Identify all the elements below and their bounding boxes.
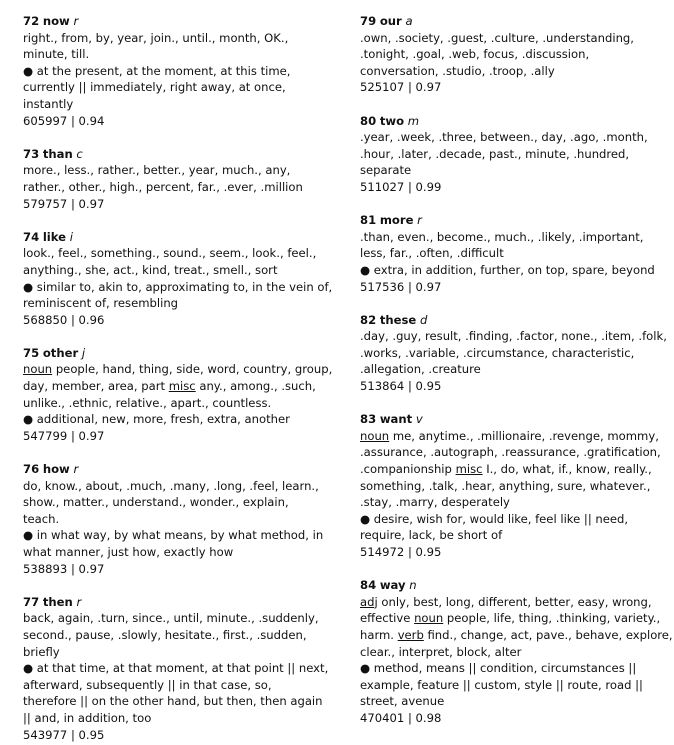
rank: 72 bbox=[23, 14, 40, 28]
collocates-text: .companionship bbox=[360, 462, 456, 477]
entry-header bbox=[23, 146, 343, 163]
headword: more bbox=[379, 213, 414, 228]
collocates-line: .hour, .later, .decade, past., minute, .hundred, bbox=[360, 146, 630, 161]
collocates-line bbox=[360, 594, 674, 611]
collocates-text: find., change, act, pave., behave, explore, bbox=[423, 627, 673, 642]
rank: 76 bbox=[23, 462, 40, 477]
synonyms-line: require, lack, be short of bbox=[360, 528, 503, 543]
part-of-speech: r bbox=[417, 213, 422, 228]
collocates-line: right., from, by, year, join., until., month, OK., bbox=[23, 30, 289, 45]
entry-header bbox=[360, 13, 674, 30]
headword: these bbox=[379, 312, 417, 327]
entry-other bbox=[23, 345, 343, 445]
rank: 73 bbox=[23, 146, 40, 161]
synonyms-line: street, avenue bbox=[360, 694, 445, 709]
synonyms-line: ● similar to, akin to, approximating to, in the vein of, bbox=[23, 279, 333, 294]
entry-header bbox=[23, 345, 343, 362]
synonyms-line: ● at the present, at the moment, at this time, bbox=[23, 63, 291, 78]
pos-tag: misc bbox=[455, 462, 483, 477]
headword: other bbox=[42, 345, 79, 360]
part-of-speech: j bbox=[81, 345, 86, 360]
entry-then bbox=[23, 594, 343, 743]
collocates-line: minute, till. bbox=[23, 47, 90, 62]
rank: 75 bbox=[23, 345, 40, 360]
collocates-text: people, life, thing, .thinking, variety., bbox=[443, 611, 661, 626]
part-of-speech: i bbox=[69, 229, 73, 244]
right-column bbox=[360, 13, 674, 727]
collocates-line: conversation, .studio, .troop, .ally bbox=[360, 63, 555, 78]
frequency-stats: 605997 | 0.94 bbox=[23, 113, 105, 128]
pos-tag: adj bbox=[360, 594, 378, 609]
collocates-line bbox=[23, 378, 343, 395]
part-of-speech: a bbox=[405, 14, 413, 28]
frequency-stats: 568850 | 0.96 bbox=[23, 312, 105, 327]
synonyms-line: ● at that time, at that moment, at that point || next, bbox=[23, 661, 329, 676]
part-of-speech: m bbox=[407, 113, 420, 128]
collocates-line bbox=[360, 428, 674, 445]
collocates-text: me, anytime., .millionaire, .revenge, mommy, bbox=[389, 428, 659, 443]
synonyms-line: reminiscent of, resembling bbox=[23, 296, 179, 311]
rank: 79 bbox=[360, 14, 377, 28]
entry-header bbox=[360, 113, 674, 130]
collocates-line: second., pause, .slowly, hesitate., first., .sudden, bbox=[23, 627, 307, 642]
part-of-speech: c bbox=[76, 146, 83, 161]
frequency-stats: 517536 | 0.97 bbox=[360, 279, 442, 294]
entry-these bbox=[360, 312, 674, 395]
collocates-line: .own, .society, .guest, .culture, .understanding, bbox=[360, 30, 634, 45]
frequency-stats: 543977 | 0.95 bbox=[23, 727, 105, 742]
collocates-text: I., do, what, if., know, really., bbox=[482, 462, 652, 477]
synonyms-line: what manner, just how, exactly how bbox=[23, 545, 234, 559]
entry-header bbox=[360, 312, 674, 329]
pos-tag: noun bbox=[360, 428, 390, 443]
collocates-line: .year, .week, .three, between., day, .ago, .month, bbox=[360, 130, 648, 145]
headword: now bbox=[42, 14, 70, 28]
pos-tag: noun bbox=[23, 362, 53, 377]
synonyms-line: ● additional, new, more, fresh, extra, another bbox=[23, 412, 290, 427]
entry-header bbox=[360, 577, 674, 594]
frequency-stats: 538893 | 0.97 bbox=[23, 561, 105, 576]
collocates-line: rather., other., high., percent, far., .ever, .million bbox=[23, 179, 303, 194]
collocates-line: .allegation, .creature bbox=[360, 362, 481, 377]
collocates-line bbox=[360, 610, 674, 627]
entry-than bbox=[23, 146, 343, 212]
pos-tag: misc bbox=[168, 379, 196, 394]
rank: 81 bbox=[360, 213, 377, 228]
entry-header bbox=[360, 411, 674, 428]
rank: 80 bbox=[360, 113, 377, 128]
pos-tag: verb bbox=[397, 627, 424, 642]
collocates-line: .stay, .marry, desperately bbox=[360, 495, 510, 510]
entry-header bbox=[360, 212, 674, 229]
collocates-line: separate bbox=[360, 163, 412, 178]
collocates-line: look., feel., something., sound., seem., look., feel., bbox=[23, 246, 317, 261]
frequency-stats: 470401 | 0.98 bbox=[360, 710, 442, 725]
part-of-speech: r bbox=[76, 594, 82, 609]
part-of-speech: r bbox=[73, 462, 79, 477]
collocates-line: .works, .variable, .circumstance, characteristic, bbox=[360, 345, 635, 360]
collocates-line: less, far., .often, .difficult bbox=[360, 246, 504, 261]
synonyms-line: || and, in addition, too bbox=[23, 710, 152, 725]
part-of-speech: n bbox=[409, 578, 417, 593]
collocates-line: more., less., rather., better., year, much., any, bbox=[23, 163, 291, 178]
synonyms-line: afterward, subsequently || in that case, so, bbox=[23, 677, 272, 692]
collocates-line: back, again, .turn, since., until, minute., .suddenly, bbox=[23, 611, 319, 626]
collocates-line: .than, even., become., much., .likely, .important, bbox=[360, 229, 644, 244]
entry-header bbox=[23, 13, 343, 30]
headword: then bbox=[42, 594, 73, 609]
entry-header bbox=[23, 229, 343, 246]
synonyms-line: ● desire, wish for, would like, feel like || need, bbox=[360, 511, 629, 526]
collocates-text: harm. bbox=[360, 627, 398, 642]
collocates-line bbox=[360, 627, 674, 644]
headword: how bbox=[42, 462, 70, 477]
entry-like bbox=[23, 229, 343, 329]
entry-our bbox=[360, 13, 674, 96]
rank: 82 bbox=[360, 312, 377, 327]
rank: 83 bbox=[360, 412, 377, 427]
collocates-line bbox=[23, 361, 343, 378]
rank: 77 bbox=[23, 594, 40, 609]
left-column bbox=[23, 13, 343, 743]
entry-want bbox=[360, 411, 674, 560]
collocates-text: only, best, long, different, better, easy, wrong, bbox=[377, 594, 652, 609]
collocates-line: briefly bbox=[23, 644, 60, 659]
part-of-speech: v bbox=[415, 412, 423, 427]
rank: 84 bbox=[360, 578, 377, 593]
synonyms-line: currently || immediately, right away, at once, bbox=[23, 80, 286, 95]
collocates-line: show., matter., understand., wonder., explain, bbox=[23, 495, 289, 510]
frequency-stats: 525107 | 0.97 bbox=[360, 80, 442, 95]
synonyms-line: instantly bbox=[23, 96, 74, 111]
headword: like bbox=[42, 229, 67, 244]
entry-way bbox=[360, 577, 674, 726]
entry-more bbox=[360, 212, 674, 295]
frequency-stats: 547799 | 0.97 bbox=[23, 428, 105, 443]
synonyms-line: example, feature || custom, style || route, road || bbox=[360, 677, 643, 692]
collocates-line: clear., interpret, block, alter bbox=[360, 644, 522, 659]
collocates-line: teach. bbox=[23, 511, 60, 526]
synonyms-line: ● in what way, by what means, by what method, in bbox=[23, 528, 324, 543]
collocates-line: do, know., about, .much, .many, .long, .feel, learn., bbox=[23, 478, 319, 493]
collocates-line: something, .talk, .hear, anything, sure, whatever., bbox=[360, 478, 651, 493]
entry-header bbox=[23, 461, 343, 478]
headword: want bbox=[379, 412, 413, 427]
entry-header bbox=[23, 594, 343, 611]
frequency-stats: 513864 | 0.95 bbox=[360, 379, 442, 394]
frequency-stats: 511027 | 0.99 bbox=[360, 179, 442, 194]
collocates-line: .tonight, .goal, .web, focus, .discussion, bbox=[360, 47, 590, 62]
headword: two bbox=[379, 113, 405, 128]
frequency-stats: 514972 | 0.95 bbox=[360, 545, 442, 559]
collocates-text: effective bbox=[360, 611, 415, 626]
part-of-speech: r bbox=[73, 14, 79, 28]
collocates-line bbox=[360, 461, 674, 478]
entry-now bbox=[23, 13, 343, 129]
collocates-line: .day, .guy, result, .finding, .factor, none., .item, .folk, bbox=[360, 329, 667, 344]
collocates-text: any., among., .such, bbox=[195, 379, 316, 394]
collocates-line: unlike., .ethnic, relative., apart., countless. bbox=[23, 395, 272, 410]
headword: than bbox=[42, 146, 73, 161]
pos-tag: noun bbox=[414, 611, 444, 626]
rank: 74 bbox=[23, 229, 40, 244]
synonyms-line: ● method, means || condition, circumstances || bbox=[360, 661, 637, 676]
collocates-line: .assurance, .autograph, .reassurance, .gratification, bbox=[360, 445, 661, 460]
collocates-text: people, hand, thing, side, word, country, group, bbox=[52, 362, 333, 377]
frequency-stats: 579757 | 0.97 bbox=[23, 196, 105, 211]
entry-how bbox=[23, 461, 343, 577]
synonyms-line: therefore || on the other hand, but then, then again bbox=[23, 694, 323, 709]
entry-two bbox=[360, 113, 674, 196]
part-of-speech: d bbox=[419, 312, 428, 327]
synonyms-line: ● extra, in addition, further, on top, spare, beyond bbox=[360, 262, 655, 277]
collocates-line: anything., she, act., kind, treat., smell., sort bbox=[23, 262, 278, 277]
headword: our bbox=[379, 14, 402, 28]
headword: way bbox=[379, 578, 406, 593]
collocates-text: day, member, area, part bbox=[23, 379, 169, 394]
